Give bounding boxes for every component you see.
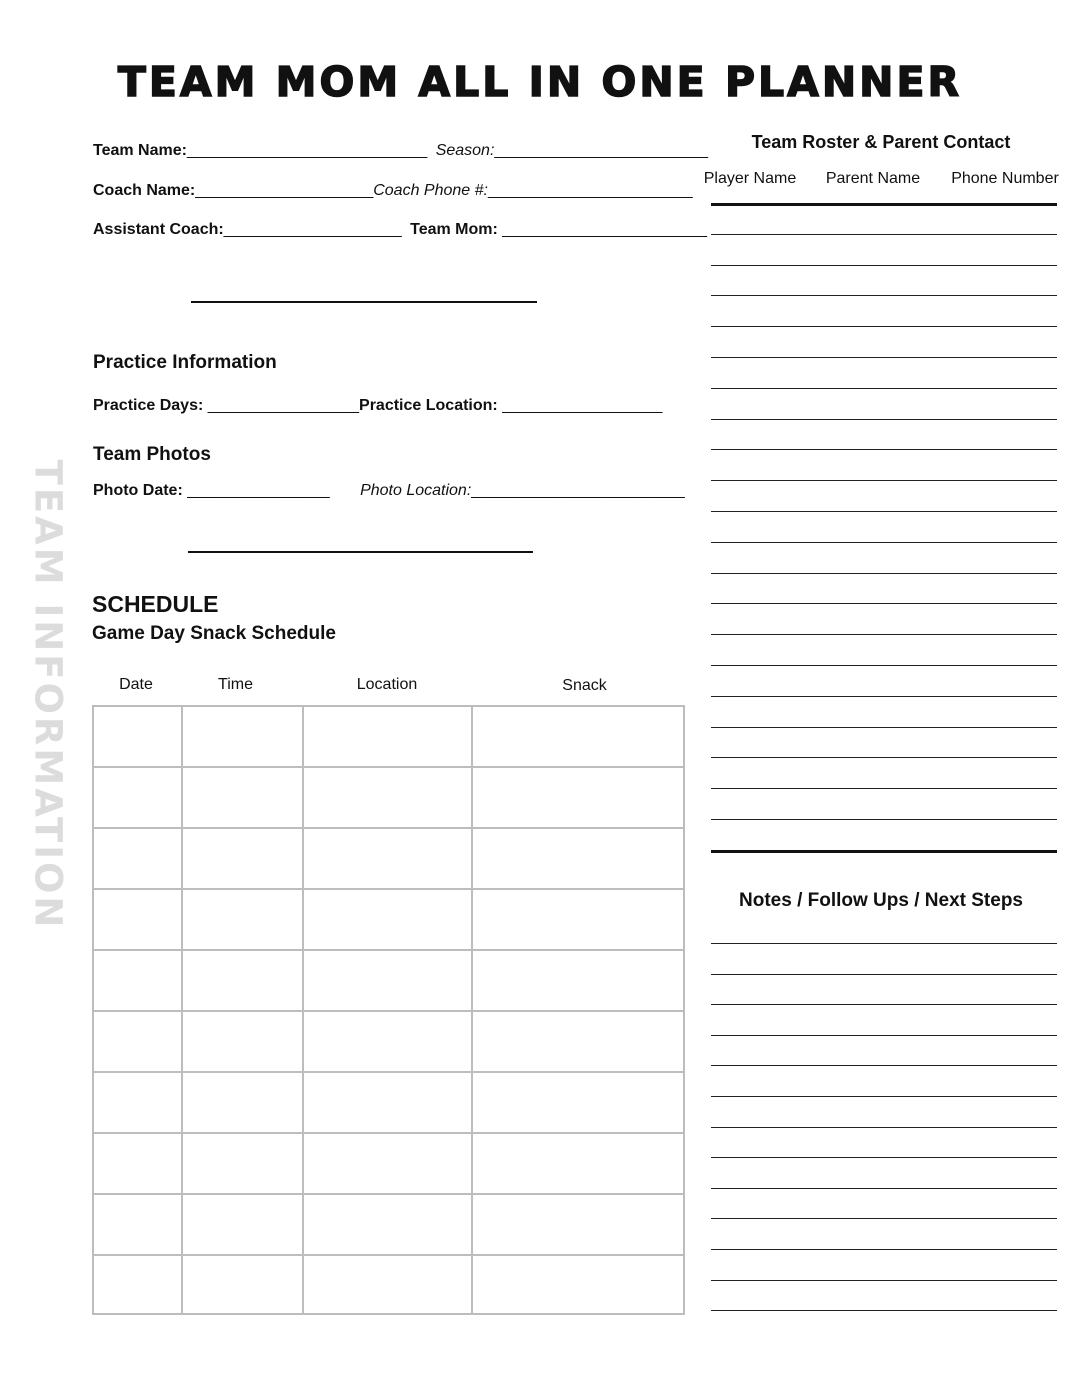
snack-schedule-table[interactable] [92,705,685,1315]
writing-line[interactable] [711,1127,1057,1128]
roster-col-player: Player Name [703,170,797,187]
writing-line[interactable] [711,1096,1057,1097]
writing-line[interactable] [711,419,1057,420]
table-row-divider [94,1193,683,1195]
notes-heading: Notes / Follow Ups / Next Steps [739,890,1023,911]
writing-line[interactable] [711,480,1057,481]
writing-line[interactable] [711,1004,1057,1005]
photo-location-blank[interactable]: ________________________ [471,482,685,499]
writing-line[interactable] [711,665,1057,666]
coach-phone-blank[interactable]: _______________________ [487,182,693,199]
writing-line[interactable] [711,265,1057,266]
page-title: TEAM MOM ALL IN ONE PLANNER [117,58,963,106]
coach-name-field[interactable] [93,182,693,200]
coach-phone-label: Coach Phone #: [373,182,488,199]
roster-col-phone: Phone Number [951,170,1059,187]
writing-line[interactable] [711,819,1057,820]
writing-line[interactable] [711,203,1057,206]
schedule-heading: SCHEDULE [92,591,219,617]
writing-line[interactable] [711,511,1057,512]
writing-line[interactable] [711,357,1057,358]
team-name-blank[interactable]: ___________________________ [186,142,428,159]
writing-line[interactable] [711,850,1057,853]
table-row-divider [94,1254,683,1256]
writing-line[interactable] [711,727,1057,728]
writing-line[interactable] [711,1065,1057,1066]
writing-line[interactable] [711,542,1057,543]
writing-line[interactable] [711,943,1057,944]
team-name-label: Team Name: [93,142,187,159]
schedule-col-location: Location [356,676,418,693]
writing-line[interactable] [711,295,1057,296]
assistant-coach-field[interactable] [93,221,707,239]
assistant-coach-blank[interactable]: ____________________ [223,221,402,238]
writing-line[interactable] [711,974,1057,975]
writing-line[interactable] [711,388,1057,389]
practice-location-label: Practice Location: [359,397,498,414]
table-row-divider [94,949,683,951]
photos-heading: Team Photos [93,444,211,465]
writing-line[interactable] [711,1035,1057,1036]
side-label [12,459,84,931]
team-mom-blank[interactable]: _______________________ [502,221,707,238]
schedule-col-time: Time [218,676,253,693]
writing-line[interactable] [711,788,1057,789]
writing-line[interactable] [711,1157,1057,1158]
practice-days-blank[interactable]: _________________ [207,397,360,414]
coach-name-blank[interactable]: ____________________ [195,182,374,199]
roster-col-parent: Parent Name [825,170,921,187]
table-row-divider [94,1010,683,1012]
team-name-field[interactable] [93,142,708,160]
roster-heading: Team Roster & Parent Contact [751,132,1011,152]
photo-field[interactable] [93,482,685,500]
practice-heading: Practice Information [93,352,277,373]
writing-line[interactable] [711,1280,1057,1281]
writing-line[interactable] [711,234,1057,235]
writing-line[interactable] [711,757,1057,758]
writing-line[interactable] [711,573,1057,574]
section-divider [191,301,537,303]
writing-line[interactable] [711,1218,1057,1219]
writing-line[interactable] [711,696,1057,697]
coach-name-label: Coach Name: [93,182,196,199]
schedule-col-snack: Snack [562,677,607,694]
writing-line[interactable] [711,603,1057,604]
table-row-divider [94,766,683,768]
writing-line[interactable] [711,634,1057,635]
side-label-text: TEAM INFORMATION [26,459,70,931]
photo-date-blank[interactable]: ________________ [187,482,330,499]
table-row-divider [94,1071,683,1073]
assistant-coach-label: Assistant Coach: [93,221,224,238]
writing-line[interactable] [711,1188,1057,1189]
writing-line[interactable] [711,1310,1057,1311]
photo-date-label: Photo Date: [93,482,183,499]
photo-location-label: Photo Location: [360,482,472,499]
section-divider [188,551,533,553]
table-row-divider [94,827,683,829]
season-blank[interactable]: ________________________ [494,142,708,159]
practice-days-label: Practice Days: [93,397,204,414]
practice-location-blank[interactable]: __________________ [502,397,663,414]
team-mom-label: Team Mom: [410,221,498,238]
table-row-divider [94,1132,683,1134]
practice-field[interactable] [93,397,662,415]
schedule-subheading: Game Day Snack Schedule [92,623,336,644]
season-label: Season: [435,142,495,159]
writing-line[interactable] [711,449,1057,450]
writing-line[interactable] [711,1249,1057,1250]
schedule-col-date: Date [119,676,153,693]
table-row-divider [94,888,683,890]
writing-line[interactable] [711,326,1057,327]
